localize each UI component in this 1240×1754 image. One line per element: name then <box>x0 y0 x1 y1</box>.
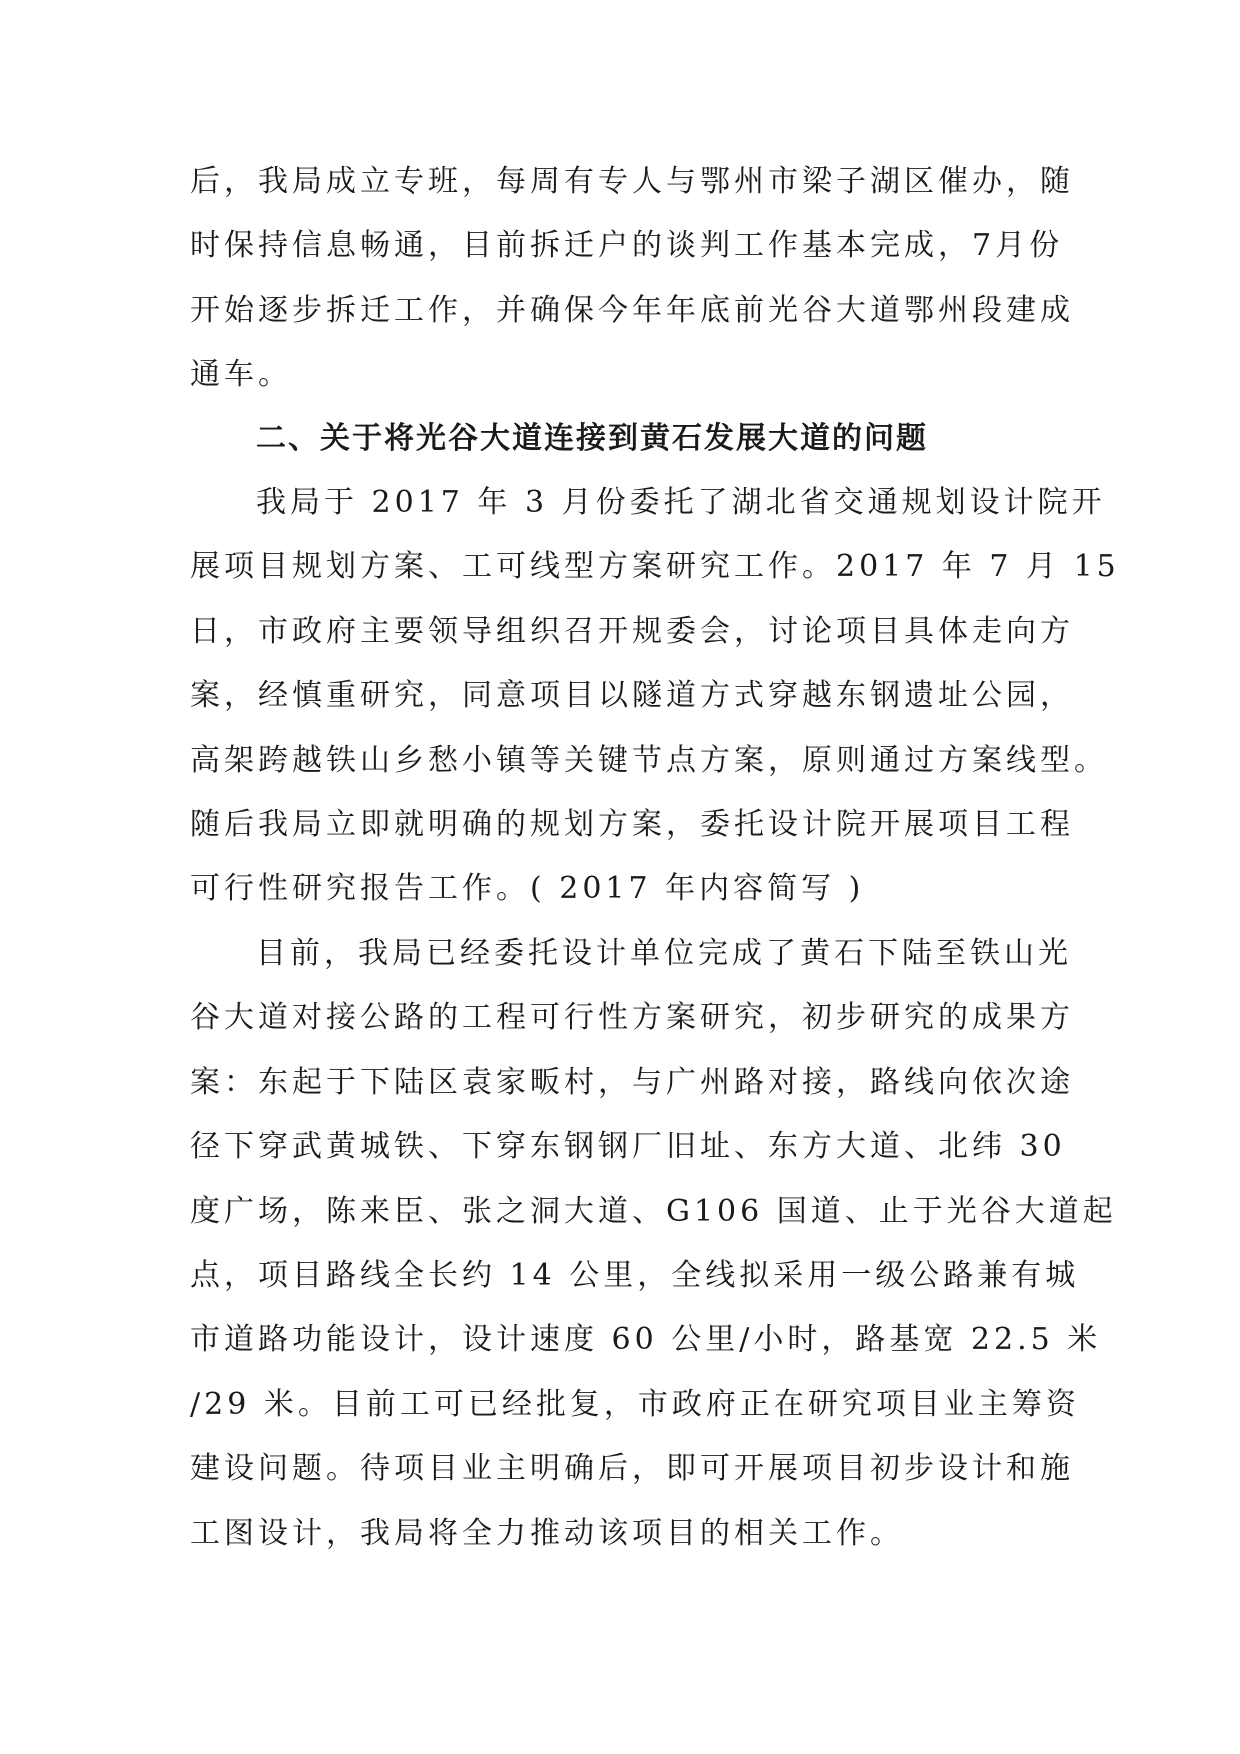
paragraph-3-line: 建设问题。待项目业主明确后，即可开展项目初步设计和施 <box>190 1451 1074 1487</box>
paragraph-3-line: 工图设计，我局将全力推动该项目的相关工作。 <box>190 1515 904 1551</box>
paragraph-1-line: 开始逐步拆迁工作，并确保今年年底前光谷大道鄂州段建成 <box>190 292 1074 328</box>
section-heading-2 <box>190 407 1070 471</box>
paragraph-1-line: 后，我局成立专班，每周有专人与鄂州市梁子湖区催办，随 <box>190 164 1074 199</box>
paragraph-2-line: 日，市政府主要领导组织召开规委会，讨论项目具体走向方 <box>190 613 1074 649</box>
paragraph-2 <box>190 471 1120 922</box>
paragraph-2-line: 高架跨越铁山乡愁小镇等关键节点方案，原则通过方案线型。 <box>190 742 1108 778</box>
paragraph-3-line: 案：东起于下陆区袁家畈村，与广州路对接，路线向依次途 <box>190 1064 1074 1100</box>
paragraph-2-line: 随后我局立即就明确的规划方案，委托设计院开展项目工程 <box>190 806 1074 842</box>
paragraph-2-line: 案，经慎重研究，同意项目以隧道方式穿越东钢遗址公园， <box>190 678 1074 714</box>
paragraph-3-line: /29 米。目前工可已经批复，市政府正在研究项目业主筹资 <box>190 1386 1080 1422</box>
section-heading: 二、关于将光谷大道连接到黄石发展大道的问题 <box>256 421 928 456</box>
paragraph-3 <box>190 922 1117 1566</box>
paragraph-3-line: 度广场，陈来臣、张之洞大道、G106 国道、止于光谷大道起 <box>190 1193 1117 1229</box>
paragraph-3-line: 点，项目路线全长约 14 公里，全线拟采用一级公路兼有城 <box>190 1257 1080 1293</box>
paragraph-2-line: 可行性研究报告工作。( 2017 年内容简写 ) <box>190 871 865 907</box>
paragraph-2-line: 我局于 2017 年 3 月份委托了湖北省交通规划设计院开 <box>256 485 1106 520</box>
paragraph-3-line: 市道路功能设计，设计速度 60 公里/小时，路基宽 22.5 米 <box>190 1322 1102 1358</box>
paragraph-2-line: 展项目规划方案、工可线型方案研究工作。2017 年 7 月 15 <box>190 549 1120 585</box>
paragraph-1-line: 通车。 <box>190 357 292 393</box>
paragraph-3-line: 目前，我局已经委托设计单位完成了黄石下陆至铁山光 <box>256 936 1072 971</box>
paragraph-3-line: 径下穿武黄城铁、下穿东钢钢厂旧址、东方大道、北纬 30 <box>190 1129 1066 1165</box>
paragraph-1-line: 时保持信息畅通，目前拆迁户的谈判工作基本完成，7月份 <box>190 228 1064 264</box>
paragraph-3-line: 谷大道对接公路的工程可行性方案研究，初步研究的成果方 <box>190 1000 1074 1036</box>
paragraph-1 <box>190 150 1074 408</box>
